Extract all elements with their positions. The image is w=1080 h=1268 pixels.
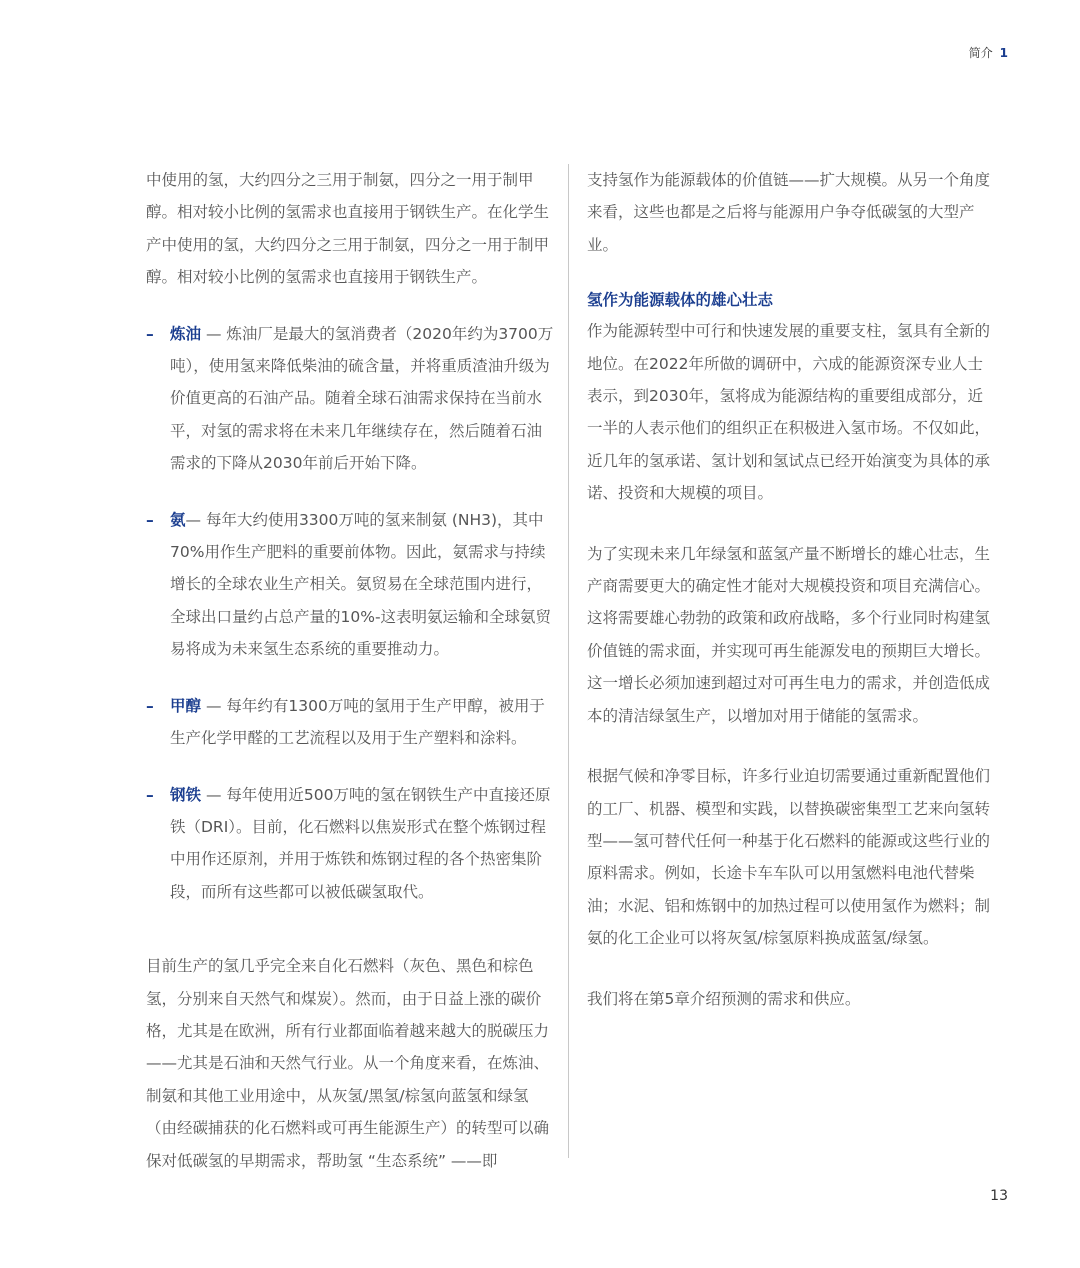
section-heading: 氢作为能源载体的雄心壮志 [587, 291, 774, 310]
dash-bullet: – [146, 510, 154, 529]
running-header [969, 44, 1008, 61]
list-item-steel [146, 779, 554, 909]
section-label: 简介 [968, 46, 993, 60]
hydrogen-uses-list [146, 318, 554, 909]
right-column [587, 164, 995, 1015]
bullet-term: 甲醇 [170, 696, 202, 715]
bullet-text: — 每年约有1300万吨的氢用于生产甲醇，被用于生产化学甲醛的工艺流程以及用于生产塑料和涂料。 [170, 696, 545, 748]
paragraph: 为了实现未来几年绿氢和蓝氢产量不断增长的雄心壮志，生产商需要更大的确定性才能对大规模投资和项目充满信心。这将需要雄心勃勃的政策和政府战略，多个行业同时构建氢价值链的需求面，并实现可再生能源发电的预期巨大增长。这一增长必须加速到超过对可再生电力的需求，并创造低成本的清洁绿氢生产，以增加对用于储能的氢需求。 [587, 544, 991, 725]
paragraph: 根据气候和净零目标，许多行业迫切需要通过重新配置他们的工厂、机器、模型和实践，以替换碳密集型工艺来向氢转型——氢可替代任何一种基于化石燃料的能源或这些行业的原料需求。例如，长途卡车车队可以用氢燃料电池代替柴油；水泥、铝和炼钢中的加热过程可以使用氢作为燃料；制氨的化工企业可以将灰氢/棕氢原料换成蓝氢/绿氢。 [587, 767, 991, 948]
left-column [146, 164, 554, 1177]
outro-paragraph: 目前生产的氢几乎完全来自化石燃料（灰色、黑色和棕色氢，分别来自天然气和煤炭）。然而，由于日益上涨的碳价格，尤其是在欧洲，所有行业都面临着越来越大的脱碳压力——尤其是石油和天然气行业。从一个角度来看，在炼油、制氨和其他工业用途中，从灰氢/黑氢/棕氢向蓝氢和绿氢（由经碳捕获的化石燃料或可再生能源生产）的转型可以确保对低碳氢的早期需求，帮助氢 “生态系统” ——即 [146, 957, 550, 1170]
bullet-term: 炼油 [170, 324, 202, 343]
paragraph: 支持氢作为能源载体的价值链——扩大规模。从另一个角度来看，这些也都是之后将与能源用户争夺低碳氢的大型产业。 [587, 171, 991, 254]
chapter-number: 1 [999, 46, 1008, 60]
list-item-ammonia [146, 504, 554, 666]
dash-bullet: – [146, 785, 154, 804]
paragraph: 作为能源转型中可行和快速发展的重要支柱，氢具有全新的地位。在2022年所做的调研中，六成的能源资深专业人士表示，到2030年，氢将成为能源结构的重要组成部分，近一半的人表示他们的组织正在积极进入氢市场。不仅如此，近几年的氢承诺、氢计划和氢试点已经开始演变为具体的承诺、投资和大规模的项目。 [587, 322, 991, 503]
dash-bullet: – [146, 324, 154, 343]
list-item-refining [146, 318, 554, 480]
paragraph: 我们将在第5章介绍预测的需求和供应。 [587, 989, 861, 1008]
page-number: 13 [990, 1188, 1008, 1204]
bullet-text: — 每年使用近500万吨的氢在钢铁生产中直接还原铁（DRI）。目前，化石燃料以焦炭形式在整个炼钢过程中用作还原剂，并用于炼铁和炼钢过程的各个热密集阶段，而所有这些都可以被低碳氢取代。 [170, 785, 551, 901]
column-divider [568, 164, 569, 1158]
bullet-term: 氨 [170, 510, 186, 529]
dash-bullet: – [146, 696, 154, 715]
bullet-term: 钢铁 [170, 785, 202, 804]
intro-paragraph: 中使用的氢，大约四分之三用于制氨，四分之一用于制甲醇。相对较小比例的氢需求也直接用于钢铁生产。在化学生产中使用的氢，大约四分之三用于制氨，四分之一用于制甲醇。相对较小比例的氢需求也直接用于钢铁生产。 [146, 171, 550, 287]
bullet-text: — 炼油厂是最大的氢消费者（2020年约为3700万吨），使用氢来降低柴油的硫含量，并将重质渣油升级为价值更高的石油产品。随着全球石油需求保持在当前水平，对氢的需求将在未来几年继续存在，然后随着石油需求的下降从2030年前后开始下降。 [170, 324, 554, 473]
list-item-methanol [146, 690, 554, 755]
bullet-text: — 每年大约使用3300万吨的氢来制氨 (NH3)，其中70%用作生产肥料的重要前体物。因此，氨需求与持续增长的全球农业生产相关。氨贸易在全球范围内进行，全球出口量约占总产量的10%-这表明氨运输和全球氨贸易将成为未来氢生态系统的重要推动力。 [170, 510, 552, 659]
